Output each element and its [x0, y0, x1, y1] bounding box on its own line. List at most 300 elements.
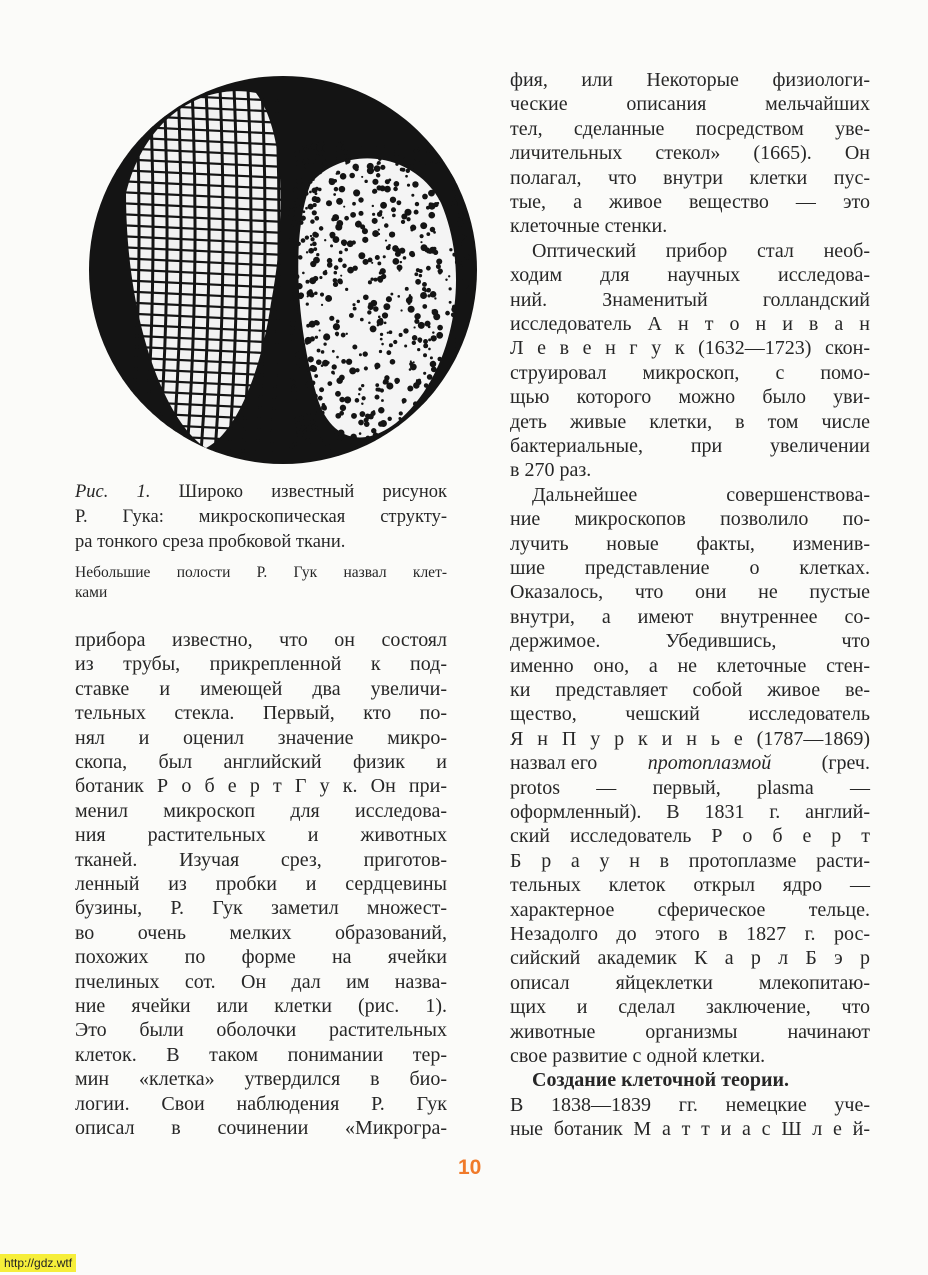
- cell-dot: [290, 271, 294, 275]
- cell-dot: [380, 202, 387, 209]
- cell-dot: [293, 442, 297, 446]
- cell-dot: [327, 361, 330, 364]
- cell-dot: [378, 229, 380, 231]
- cell-dot: [432, 424, 438, 430]
- cell-dot: [306, 302, 309, 305]
- cell-dot: [314, 216, 319, 221]
- text-line: Л е в е н г у к (1632—1723) скон-: [510, 337, 870, 360]
- cell-dot: [370, 439, 377, 446]
- cell-dot: [292, 380, 296, 384]
- cell-dot: [350, 212, 356, 218]
- cell-dot: [463, 301, 465, 303]
- cell-dot: [367, 163, 374, 170]
- cell-dot: [426, 149, 430, 153]
- cell-dot: [420, 292, 427, 299]
- cell-dot: [449, 248, 452, 251]
- cell-dot: [413, 401, 418, 406]
- cell-dot: [409, 362, 413, 366]
- cell-dot: [456, 150, 462, 156]
- cell-dot: [308, 204, 314, 210]
- cell-dot: [433, 158, 438, 163]
- cell-dot: [322, 167, 326, 171]
- cell-dot: [383, 380, 388, 385]
- cell-dot: [455, 343, 461, 349]
- cell-dot: [466, 360, 472, 366]
- text-line: именно оно, а не клеточные стен-: [510, 654, 870, 677]
- cell-dot: [317, 426, 322, 431]
- cell-dot: [376, 173, 380, 177]
- cell-dot: [386, 350, 391, 355]
- cell-dot: [302, 210, 305, 213]
- cell-dot: [386, 382, 393, 389]
- cell-dot: [296, 283, 302, 289]
- text-line: protos — первый, plasma —: [510, 776, 870, 799]
- cell-dot: [431, 367, 437, 373]
- cell-dot: [381, 274, 386, 279]
- cell-dot: [360, 318, 364, 322]
- cell-dot: [373, 278, 377, 282]
- cell-dot: [314, 320, 319, 325]
- cell-dot: [367, 310, 371, 314]
- cell-dot: [335, 391, 341, 397]
- cell-dot: [424, 247, 429, 252]
- cell-dot: [298, 255, 302, 259]
- cell-dot: [379, 350, 382, 353]
- cell-dot: [316, 437, 322, 443]
- cell-dot: [309, 191, 312, 194]
- cell-dot: [467, 224, 469, 226]
- cell-dot: [296, 340, 299, 343]
- text-line: Оказалось, что они не пустые: [510, 581, 870, 604]
- cell-dot: [458, 234, 464, 240]
- cell-dot: [430, 161, 432, 163]
- cell-dot: [341, 359, 346, 364]
- cell-dot: [309, 365, 316, 372]
- cell-dot: [373, 306, 379, 312]
- cell-dot: [451, 186, 455, 190]
- text-line: фия, или Некоторые физиологи-: [510, 69, 870, 91]
- cell-dot: [326, 200, 332, 206]
- cell-dot: [457, 442, 461, 446]
- cell-dot: [308, 179, 313, 184]
- cell-dot: [465, 297, 471, 303]
- text-line: ния растительных и животных: [75, 824, 447, 847]
- text-line: логии. Свои наблюдения Р. Гук: [75, 1092, 447, 1115]
- cell-dot: [470, 146, 472, 148]
- cell-dot: [306, 251, 308, 253]
- cell-dot: [332, 364, 337, 369]
- cell-dot: [408, 411, 411, 414]
- cell-dot: [376, 144, 379, 147]
- cell-dot: [291, 415, 296, 420]
- cell-dot: [438, 447, 440, 449]
- cell-dot: [417, 411, 422, 416]
- text-line: Я н П у р к и н ь е (1787—1869): [510, 727, 870, 750]
- cell-dot: [377, 162, 380, 165]
- text-line: В 1838—1839 гг. немецкие уче-: [510, 1093, 870, 1116]
- cell-dot: [401, 156, 404, 159]
- cell-dot: [414, 149, 419, 154]
- text-line: полагал, что внутри клетки пус-: [510, 166, 870, 189]
- cell-dot: [291, 337, 294, 340]
- cell-dot: [333, 236, 340, 243]
- cell-dot: [339, 186, 346, 193]
- cell-dot: [445, 279, 447, 281]
- cell-dot: [371, 169, 374, 172]
- cell-dot: [335, 223, 342, 230]
- cell-dot: [321, 411, 325, 415]
- cell-dot: [412, 341, 416, 345]
- text-line: ние микроскопов позволило по-: [510, 508, 870, 531]
- cell-dot: [399, 333, 403, 337]
- cell-dot: [301, 215, 306, 220]
- cell-dot: [314, 374, 318, 378]
- cell-dot: [417, 445, 419, 447]
- cell-dot: [393, 340, 397, 344]
- cell-dot: [321, 350, 325, 354]
- cell-dot: [372, 179, 378, 185]
- cell-dot: [403, 328, 408, 333]
- text-line: ческие описания мельчайших: [510, 93, 870, 116]
- cell-dot: [294, 207, 297, 210]
- cell-dot: [361, 384, 364, 387]
- cell-dot: [296, 364, 300, 368]
- cell-dot: [330, 425, 332, 427]
- cell-dot: [373, 410, 376, 413]
- cell-dot: [459, 214, 464, 219]
- italic-term: протоплазмой: [647, 752, 772, 775]
- cell-dot: [334, 265, 339, 270]
- cell-dot: [422, 282, 427, 287]
- cell-dot: [299, 220, 304, 225]
- cell-dot: [296, 160, 303, 167]
- text-line: нял и оценил значение микро-: [75, 726, 447, 749]
- cell-dot: [358, 393, 360, 395]
- cell-dot: [430, 356, 433, 359]
- cell-dot: [418, 322, 425, 329]
- cell-dot: [333, 282, 338, 287]
- cell-dot: [426, 391, 432, 397]
- cell-dot: [336, 319, 340, 323]
- cell-dot: [312, 242, 317, 247]
- cell-dot: [371, 147, 374, 150]
- cell-dot: [355, 221, 362, 228]
- cell-dot: [415, 202, 419, 206]
- cell-dot: [349, 313, 354, 318]
- cell-dot: [455, 439, 457, 441]
- cell-dot: [463, 189, 468, 194]
- cell-dot: [406, 217, 410, 221]
- cell-dot: [336, 198, 343, 205]
- cell-dot: [463, 166, 469, 172]
- cell-dot: [408, 438, 415, 445]
- cell-dot: [409, 368, 412, 371]
- cell-dot: [414, 314, 420, 320]
- cell-dot: [383, 255, 386, 258]
- cell-dot: [342, 264, 347, 269]
- cell-dot: [395, 162, 398, 165]
- cell-dot: [449, 287, 452, 290]
- cell-dot: [421, 402, 424, 405]
- cell-dot: [291, 220, 297, 226]
- cell-dot: [334, 187, 338, 191]
- cell-dot: [415, 279, 421, 285]
- text-line: щество, чешский исследователь: [510, 703, 870, 726]
- cell-dot: [428, 326, 431, 329]
- cell-dot: [377, 324, 379, 326]
- cell-dot: [464, 407, 466, 409]
- cell-dot: [321, 364, 324, 367]
- text-line: ставке и имеющей два увеличи-: [75, 677, 447, 700]
- cell-dot: [311, 143, 317, 149]
- cell-dot: [312, 187, 318, 193]
- cell-dot: [426, 288, 431, 293]
- cell-dot: [336, 334, 339, 337]
- cell-dot: [340, 173, 347, 180]
- cell-dot: [455, 171, 458, 174]
- cell-dot: [379, 318, 383, 322]
- text-line: тел, сделанные посредством уве-: [510, 117, 870, 140]
- cell-dot: [341, 147, 345, 151]
- page-number: 10: [458, 1156, 482, 1179]
- text-line: бактериальные, при увеличении: [510, 435, 870, 457]
- cell-dot: [370, 325, 377, 332]
- cell-dot: [427, 374, 433, 380]
- cell-dot: [461, 387, 468, 394]
- cell-dot: [386, 432, 388, 434]
- cell-dot: [457, 391, 463, 397]
- cell-dot: [443, 152, 445, 154]
- cell-dot: [329, 316, 334, 321]
- cell-dot: [429, 155, 433, 159]
- cell-dot: [290, 321, 296, 327]
- cell-dot: [336, 356, 339, 359]
- cell-dot: [290, 334, 293, 337]
- cell-dot: [432, 331, 434, 333]
- text-line: ходим для научных исследова-: [510, 264, 870, 287]
- cell-dot: [423, 343, 428, 348]
- figure-caption-line: Р. Гука: микроскопическая структу-: [75, 507, 447, 527]
- cell-dot: [341, 333, 346, 338]
- cell-dot: [355, 167, 359, 171]
- text-line: прибора известно, что он состоял: [75, 629, 447, 651]
- cell-dot: [382, 217, 384, 219]
- cell-dot: [353, 189, 360, 196]
- text-line: деть живые клетки, в том числе: [510, 410, 870, 433]
- cell-dot: [467, 144, 470, 147]
- text-line: животные организмы начинают: [510, 1020, 870, 1043]
- cell-dot: [308, 356, 314, 362]
- text-line: свое развитие с одной клетки.: [510, 1045, 766, 1067]
- cell-dot: [370, 278, 373, 281]
- cell-dot: [436, 264, 441, 269]
- cell-dot: [403, 256, 407, 260]
- cell-dot: [337, 278, 343, 284]
- cell-dot: [308, 146, 311, 149]
- cell-dot: [332, 350, 335, 353]
- cell-dot: [296, 313, 299, 316]
- text-line: менил микроскоп для исследова-: [75, 799, 447, 822]
- cell-dot: [428, 348, 431, 351]
- text-segment: (греч.: [816, 752, 870, 775]
- cell-dot: [295, 351, 302, 358]
- text-line: Оптический прибор стал необ-: [532, 239, 870, 262]
- cell-dot: [310, 237, 314, 241]
- cell-dot: [425, 171, 429, 175]
- cell-dot: [392, 258, 399, 265]
- cell-dot: [371, 428, 376, 433]
- cell-dot: [325, 444, 331, 450]
- cell-dot: [382, 448, 384, 450]
- cell-dot: [407, 184, 410, 187]
- cell-dot: [315, 336, 318, 339]
- cell-dot: [358, 197, 363, 202]
- cell-dot: [438, 155, 444, 161]
- cell-dot: [417, 446, 422, 451]
- cell-dot: [358, 252, 365, 259]
- cell-dot: [311, 425, 316, 430]
- cell-dot: [316, 145, 322, 151]
- cell-dot: [347, 267, 354, 274]
- cell-dot: [455, 195, 460, 200]
- cell-dot: [349, 367, 356, 374]
- cell-dot: [435, 446, 441, 452]
- cell-dot: [295, 330, 298, 333]
- cell-dot: [413, 382, 420, 389]
- cell-dot: [290, 375, 294, 379]
- cell-dot: [391, 207, 396, 212]
- watermark-link[interactable]: http://gdz.wtf: [0, 1254, 76, 1272]
- cell-dot: [406, 297, 413, 304]
- cell-dot: [456, 368, 463, 375]
- cell-dot: [462, 279, 465, 282]
- cell-dot: [447, 209, 450, 212]
- cell-dot: [394, 152, 399, 157]
- cell-dot: [434, 297, 436, 299]
- text-line: [510, 751, 870, 775]
- cell-dot: [293, 274, 299, 280]
- cell-dot: [461, 242, 465, 246]
- cell-dot: [467, 149, 473, 155]
- cell-dot: [420, 241, 422, 243]
- cell-dot: [296, 178, 303, 185]
- cell-dot: [380, 268, 386, 274]
- text-line: клеточные стенки.: [510, 215, 668, 238]
- cell-dot: [405, 287, 409, 291]
- cell-dot: [364, 421, 370, 427]
- cell-dot: [453, 176, 459, 182]
- cell-dot: [366, 442, 373, 449]
- cell-dot: [453, 390, 455, 392]
- cell-dot: [426, 232, 430, 236]
- cell-dot: [430, 427, 432, 429]
- cell-dot: [343, 150, 348, 155]
- cell-dot: [431, 449, 434, 452]
- text-line: тые, а живое вещество — это: [510, 191, 870, 213]
- cell-dot: [359, 144, 362, 147]
- cell-dot: [364, 366, 368, 370]
- caption-text: Широко известный рисунок: [150, 482, 447, 502]
- cell-dot: [339, 397, 345, 403]
- cell-dot: [383, 303, 390, 310]
- cell-dot: [462, 330, 466, 334]
- cell-dot: [457, 220, 464, 227]
- cell-dot: [325, 270, 327, 272]
- cell-dot: [465, 288, 472, 295]
- cell-dot: [297, 430, 301, 434]
- cell-dot: [378, 157, 381, 160]
- text-line: ные ботаник М а т т и а с Ш л е й-: [510, 1118, 870, 1141]
- text-line: внутри, а имеют внутреннее со-: [510, 605, 870, 628]
- cell-dot: [383, 443, 386, 446]
- cell-dot: [327, 258, 332, 263]
- cell-dot: [425, 162, 429, 166]
- cell-dot: [359, 353, 362, 356]
- cell-dot: [430, 361, 437, 368]
- cell-dot: [343, 206, 345, 208]
- cell-dot: [466, 234, 471, 239]
- cell-dot: [355, 398, 360, 403]
- cell-dot: [345, 158, 351, 164]
- cell-dot: [288, 210, 295, 217]
- figure-note-line: Небольшие полости Р. Гук назвал клет-: [75, 564, 447, 581]
- cell-dot: [428, 212, 435, 219]
- cell-dot: [316, 409, 320, 413]
- cell-dot: [340, 405, 346, 411]
- cell-dot: [295, 247, 298, 250]
- hooke-cork-microscope-illustration: [86, 73, 480, 467]
- cell-dot: [378, 316, 381, 319]
- cell-dot: [445, 412, 449, 416]
- cell-dot: [469, 209, 473, 213]
- cell-dot: [409, 158, 416, 165]
- cell-dot: [375, 255, 380, 260]
- text-line: тельных клеток открыл ядро —: [510, 874, 870, 897]
- cell-dot: [410, 252, 415, 257]
- cell-dot: [397, 425, 404, 432]
- cell-dot: [420, 173, 424, 177]
- cell-dot: [384, 223, 389, 228]
- cell-dot: [381, 450, 385, 454]
- cell-dot: [308, 248, 314, 254]
- cell-dot: [327, 381, 332, 386]
- cell-dot: [320, 292, 324, 296]
- cell-dot: [423, 372, 426, 375]
- cell-dot: [373, 435, 377, 439]
- cell-dot: [420, 234, 424, 238]
- text-line: струировал микроскоп, с помо-: [510, 361, 870, 384]
- cell-dot: [391, 147, 395, 151]
- cell-dot: [344, 248, 348, 252]
- cell-dot: [305, 207, 308, 210]
- cell-dot: [440, 198, 443, 201]
- cell-dot: [468, 186, 473, 191]
- cell-dot: [372, 218, 378, 224]
- cell-dot: [313, 276, 318, 281]
- cell-dot: [434, 182, 438, 186]
- cell-dot: [431, 389, 437, 395]
- cell-dot: [365, 436, 370, 441]
- cell-dot: [362, 259, 368, 265]
- cell-dot: [378, 233, 380, 235]
- cell-dot: [426, 266, 431, 271]
- cell-dot: [404, 345, 407, 348]
- cell-dot: [289, 292, 293, 296]
- cell-dot: [431, 379, 437, 385]
- text-line: мин «клетка» утвердился в био-: [75, 1068, 447, 1091]
- cell-dot: [418, 161, 421, 164]
- cell-dot: [299, 149, 305, 155]
